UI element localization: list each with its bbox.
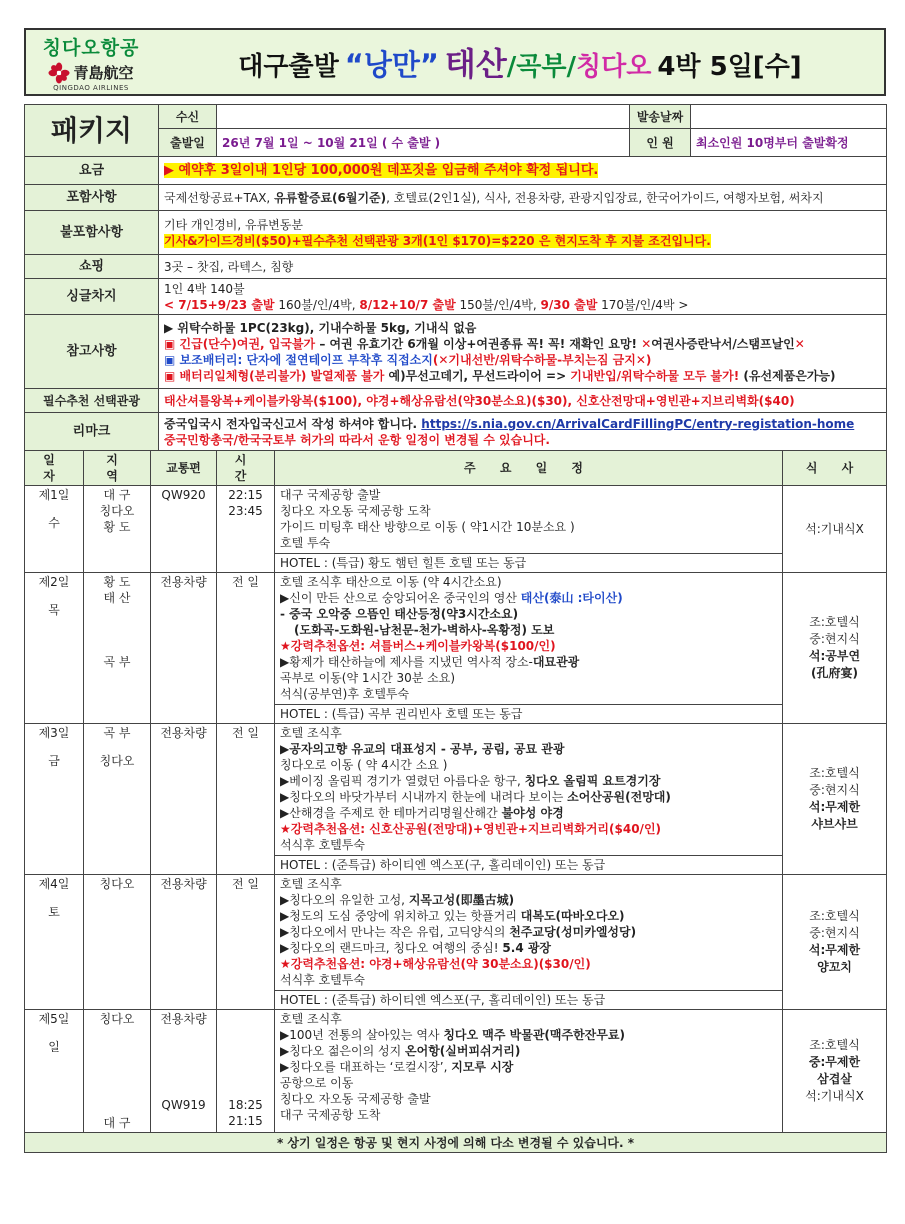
day-cell <box>25 573 84 724</box>
itinerary-line: 석식후 호텔투숙 <box>280 838 365 852</box>
highlight-place: 온어항(실버피쉬거리) <box>405 1044 521 1058</box>
day-row-1 <box>25 486 887 573</box>
single-charge-price: 150불/인/4박, <box>455 297 541 312</box>
header-itinerary: 주 요 일 정 <box>275 451 783 486</box>
included-label: 포함사항 <box>25 185 159 211</box>
recommended-option: ★강력추천옵션: 신호산공원(전망대)+영빈관+지브리벽화거리($40/인) <box>280 822 662 836</box>
package-title: 패키지 <box>25 105 159 157</box>
single-charge-date: 9/30 출발 <box>540 297 598 312</box>
meal-lunch-detail: 삼겹살 <box>817 1072 852 1086</box>
itinerary-line: ▶공자의고향 유교의 대표성지 - 공부, 공림, 공묘 관광 <box>280 742 565 756</box>
airline-logo <box>26 30 156 94</box>
area-name: 칭다오 <box>99 504 135 518</box>
time-value: 22:15 <box>228 488 263 502</box>
cross-mark-icon: ✕ <box>635 352 646 367</box>
day-cell <box>25 1010 84 1133</box>
meal-cell <box>783 724 887 875</box>
hotel-line: HOTEL : (준특급) 하이티엔 엑스포(구, 홀리데이인) 또는 동급 <box>275 990 782 1008</box>
single-charge-price: 170불/인/4박 > <box>597 297 689 312</box>
notes-passport-stamp: 여권사증란낙서/스탬프날인 <box>651 336 795 351</box>
meal-cell: 석:기내식X <box>783 486 887 573</box>
logo-english-name: QINGDAO AIRLINES <box>53 83 129 92</box>
remark-value <box>159 413 887 451</box>
notes-heating-example: 예)무선고데기, 무선드라이어 => <box>384 368 571 383</box>
area-name: 칭다오 <box>99 1012 135 1026</box>
itinerary-line: 칭다오 자오동 국제공항 도착 <box>280 504 431 518</box>
itinerary-cell <box>275 573 783 724</box>
header-meal: 식 사 <box>783 451 887 486</box>
itinerary-line: (도화곡-도화원-남천문-천가-벽하사-옥황정) 도보 <box>294 623 555 637</box>
notes-heating-forbid: 기내반입/위탁수하물 모두 불가! <box>570 368 740 383</box>
excluded-value <box>159 211 887 255</box>
recommended-option: ★강력추천옵션: 셔틀버스+케이블카왕복($100/인) <box>280 639 556 653</box>
people-label: 인 원 <box>630 129 691 157</box>
itinerary-line: 호텔 조식후 <box>280 877 342 891</box>
area-name: 황 도 <box>103 575 131 589</box>
transport-cell: QW920 <box>151 486 217 573</box>
itinerary-line: 대구 국제공항 출발 <box>280 488 381 502</box>
title-slash: / <box>566 52 576 82</box>
meal-dinner-detail: (孔府宴) <box>811 666 858 680</box>
to-label: 수신 <box>159 105 217 129</box>
meal-dinner-detail: 샤브샤브 <box>811 817 858 831</box>
notes-heating-device: ▣ 배터리일체형(분리불가) 발열제품 불가 <box>164 368 385 383</box>
transport-cell <box>151 1010 217 1133</box>
shopping-value: 3곳 – 찻집, 라텍스, 침향 <box>159 255 887 279</box>
package-info-table <box>24 104 887 451</box>
header-time: 시 간 <box>217 451 275 486</box>
meal-lunch: 중:현지식 <box>809 632 860 646</box>
transport-value: 전용차량 <box>160 1012 207 1026</box>
excluded-guide-fee: 기사&가이드경비($50)+필수추천 선택관광 3개(1인 $170)=$220 은 현지도착 후 지불 조건입니다. <box>164 233 711 248</box>
day-number: 제3일 <box>38 726 70 740</box>
meal-breakfast: 조:호텔식 <box>809 909 860 923</box>
title-qingdao: 칭다오 <box>575 52 652 82</box>
time-cell: 전 일 <box>217 573 275 724</box>
header-day: 일 자 <box>25 451 84 486</box>
fee-label: 요금 <box>25 157 159 185</box>
meal-lunch: 중:현지식 <box>809 926 860 940</box>
single-charge-line: 1인 4박 140불 <box>164 281 245 296</box>
area-name: 대 구 <box>103 488 131 502</box>
remark-text: 중국입국시 전자입국신고서 작성 하셔야 합니다. <box>164 416 422 431</box>
title-gokbu: 곡부 <box>516 52 567 82</box>
itinerary-line: 호텔 조식후 <box>280 1012 342 1026</box>
cross-mark-icon: ✕ <box>438 352 449 367</box>
title-quote: “낭만” <box>344 48 439 82</box>
shopping-label: 쇼핑 <box>25 255 159 279</box>
area-cell <box>84 486 151 573</box>
hotel-line: HOTEL : (특급) 곡부 권리빈사 호텔 또는 동급 <box>275 704 782 722</box>
itinerary-cell <box>275 875 783 1010</box>
depart-label: 출발일 <box>159 129 217 157</box>
day-weekday: 금 <box>48 754 60 768</box>
highlight-place: 불야성 야경 <box>501 806 564 820</box>
itinerary-line: ▶칭다오의 바닷가부터 시내까지 한눈에 내려다 보이는 <box>280 790 568 804</box>
meal-lunch: 중:무제한 <box>808 1055 861 1069</box>
notes-passport-warning: ▣ 긴급(단수)여권, 입국불가 <box>164 336 316 351</box>
area-name: 칭다오 <box>99 754 135 768</box>
excluded-line: 기타 개인경비, 유류변동분 <box>164 217 303 232</box>
area-name: 황 도 <box>103 520 131 534</box>
itinerary-line: 호텔 투숙 <box>280 536 331 550</box>
title-suffix: 4박 5일[수] <box>657 52 802 82</box>
qingdao-airlines-flower-icon <box>48 62 70 84</box>
send-date-label: 발송날짜 <box>630 105 691 129</box>
meal-cell <box>783 1010 887 1133</box>
area-cell: 칭다오 <box>84 875 151 1010</box>
day-row-4 <box>25 875 887 1010</box>
meal-cell <box>783 573 887 724</box>
time-value: 21:15 <box>228 1114 263 1128</box>
included-text: 국제선항공료+TAX, <box>164 190 275 205</box>
meal-dinner: 석:무제한 <box>808 800 861 814</box>
cross-mark-icon: ✕ <box>794 336 805 351</box>
fee-text: ▶ 예약후 3일이내 1인당 100,000원 데포짓을 입금해 주셔야 확정 됩니다. <box>164 163 599 178</box>
meal-breakfast: 조:호텔식 <box>809 1038 860 1052</box>
notes-paren: ) <box>645 352 652 367</box>
area-cell <box>84 573 151 724</box>
itinerary-line: 석식후 호텔투숙 <box>280 973 365 987</box>
title-taesan: 태산 <box>444 45 507 83</box>
meal-cell <box>783 875 887 1010</box>
notes-battery: ▣ 보조배터리: 단자에 절연테이프 부착후 직접소지 <box>164 352 433 367</box>
notes-label: 참고사항 <box>25 315 159 389</box>
day-number: 제1일 <box>38 488 70 502</box>
notes-paren: ( <box>432 352 439 367</box>
header-transport: 교통편 <box>151 451 217 486</box>
highlight-place: 지목고성(即墨古城) <box>408 893 515 907</box>
itinerary-line: ▶베이징 올림픽 경기가 열렸던 아름다운 항구, <box>280 774 525 788</box>
highlight-place: 태산(泰山 :타이산) <box>520 591 623 605</box>
itinerary-line: ▶칭다오를 대표하는 ‘로컬시장’, <box>280 1060 452 1074</box>
itinerary-line: ▶100년 전통의 살아있는 역사 <box>280 1028 444 1042</box>
time-cell <box>217 1010 275 1133</box>
day-cell <box>25 875 84 1010</box>
to-value <box>217 105 630 129</box>
optional-tour-label: 필수추천 선택관광 <box>25 389 159 413</box>
cross-mark-icon: ✕ <box>641 336 652 351</box>
notes-baggage: ▶ 위탁수하물 1PC(23kg), 기내수하물 5kg, 기내식 없음 <box>164 320 477 335</box>
title-slash: / <box>506 52 517 82</box>
itinerary-line: ▶칭다오의 유일한 고성, <box>280 893 409 907</box>
meal-dinner: 석:기내식X <box>805 1089 864 1103</box>
meal-breakfast: 조:호텔식 <box>809 766 860 780</box>
included-text: , 호텔료(2인1실), 식사, 전용차량, 관광지입장료, 한국어가이드, 여행자보험, 써차지 <box>386 190 824 205</box>
included-fuel-surcharge: 유류할증료(6월기준) <box>274 190 387 205</box>
itinerary-cell <box>275 1010 783 1133</box>
area-name: 곡 부 <box>103 726 131 740</box>
day-cell <box>25 486 84 573</box>
highlight-place: 천주교당(성미카엘성당) <box>509 925 637 939</box>
highlight-place: 대묘관광 <box>532 655 580 669</box>
people-value: 최소인원 10명부터 출발확정 <box>691 129 887 157</box>
single-charge-date: 8/12+10/7 출발 <box>359 297 456 312</box>
meal-dinner: 석:무제한 <box>808 943 861 957</box>
highlight-place: 지모루 시장 <box>451 1060 514 1074</box>
excluded-label: 불포함사항 <box>25 211 159 255</box>
time-cell <box>217 486 275 573</box>
itinerary-line: - 중국 오악중 으뜸인 태산등정(약3시간소요) <box>280 607 519 621</box>
meal-dinner-detail: 양꼬치 <box>817 960 852 974</box>
area-cell <box>84 1010 151 1133</box>
day-row-3 <box>25 724 887 875</box>
itinerary-line: 곡부로 이동(약 1시간 30분 소요) <box>280 671 456 685</box>
day-weekday: 수 <box>48 516 60 530</box>
single-charge-date: < 7/15+9/23 출발 <box>164 297 275 312</box>
hotel-line: HOTEL : (특급) 황도 햄턴 힐튼 호텔 또는 동급 <box>275 553 782 571</box>
meal-breakfast: 조:호텔식 <box>809 615 860 629</box>
itinerary-cell <box>275 486 783 573</box>
logo-korean-name: 칭다오항공 <box>42 36 140 59</box>
itinerary-line: 호텔 조식후 <box>280 726 342 740</box>
transport-value: QW919 <box>161 1098 206 1112</box>
itinerary-line: ▶칭다오의 랜드마크, 칭다오 여행의 중심! <box>280 941 503 955</box>
time-cell: 전 일 <box>217 875 275 1010</box>
day-row-2 <box>25 573 887 724</box>
time-value: 18:25 <box>228 1098 263 1112</box>
arrival-card-link[interactable]: https://s.nia.gov.cn/ArrivalCardFillingPC/entry-registation-home <box>421 416 855 431</box>
area-name: 대 구 <box>103 1116 131 1130</box>
included-value <box>159 185 887 211</box>
schedule-footnote: * 상기 일정은 항공 및 현지 사정에 의해 다소 변경될 수 있습니다. * <box>25 1133 887 1153</box>
area-cell <box>84 724 151 875</box>
highlight-place: 소어산공원(전망대) <box>567 790 671 804</box>
remark-label: 리마크 <box>25 413 159 451</box>
itinerary-line: ▶청도의 도심 중앙에 위치하고 있는 핫플거리 <box>280 909 521 923</box>
day-number: 제2일 <box>38 575 70 589</box>
notes-heating-allowed: (유선제품은가능) <box>739 368 836 383</box>
day-row-5 <box>25 1010 887 1133</box>
itinerary-line: ▶칭다오 젊은이의 성지 <box>280 1044 406 1058</box>
time-cell: 전 일 <box>217 724 275 875</box>
single-charge-label: 싱글차지 <box>25 279 159 315</box>
itinerary-line: 대구 국제공항 도착 <box>280 1108 381 1122</box>
schedule-table <box>24 450 887 1153</box>
notes-value <box>159 315 887 389</box>
itinerary-line: 공항으로 이동 <box>280 1076 354 1090</box>
itinerary-line: ▶칭다오에서 만나는 작은 유럽, 고딕양식의 <box>280 925 510 939</box>
area-name: 태 산 <box>103 591 131 605</box>
logo-chinese-name: 青島航空 <box>73 64 134 82</box>
itinerary-line: 석식(공부연)후 호텔투숙 <box>280 687 410 701</box>
meal-lunch: 중:현지식 <box>809 783 860 797</box>
day-number: 제5일 <box>38 1012 70 1026</box>
page <box>24 28 886 1153</box>
itinerary-cell <box>275 724 783 875</box>
itinerary-line: 가이드 미팅후 태산 방향으로 이동 ( 약1시간 10분소요 ) <box>280 520 575 534</box>
notes-battery-forbid: 기내선반/위탁수하물-부치는짐 금지 <box>448 352 636 367</box>
itinerary-line: ▶황제가 태산하늘에 제사를 지냈던 역사적 장소- <box>280 655 533 669</box>
optional-tour-value: 태산셔틀왕복+케이블카왕복($100), 야경+해상유람선(약30분소요)($30), 신호산전망대+영빈관+지브리벽화($40) <box>159 389 887 413</box>
header-area: 지 역 <box>84 451 151 486</box>
highlight-place: 칭다오 올림픽 요트경기장 <box>524 774 661 788</box>
recommended-option: ★강력추천옵션: 야경+해상유람선(약 30분소요)($30/인) <box>280 957 591 971</box>
highlight-place: 5.4 광장 <box>502 941 552 955</box>
transport-cell: 전용차량 <box>151 724 217 875</box>
transport-cell: 전용차량 <box>151 573 217 724</box>
single-charge-value <box>159 279 887 315</box>
highlight-place: 칭다오 맥주 박물관(맥주한잔무료) <box>443 1028 625 1042</box>
meal-dinner: 석:공부연 <box>808 649 861 663</box>
day-number: 제4일 <box>38 877 70 891</box>
single-charge-dates <box>164 297 881 313</box>
itinerary-line: ▶산해경을 주제로 한 테마거리명월산해간 <box>280 806 502 820</box>
area-name: 곡 부 <box>103 655 131 669</box>
time-value: 23:45 <box>228 504 263 518</box>
day-weekday: 일 <box>48 1040 60 1054</box>
header-banner <box>24 28 886 96</box>
remark-warning: 중국민항총국/한국국토부 허가의 따라서 운항 일정이 변경될 수 있습니다. <box>164 432 550 447</box>
fee-value <box>159 157 887 185</box>
depart-value: 26년 7월 1일 ~ 10월 21일 ( 수 출발 ) <box>217 129 630 157</box>
highlight-place: 대복도(따바오다오) <box>520 909 625 923</box>
day-weekday: 토 <box>48 905 60 919</box>
single-charge-price: 160불/인/4박, <box>274 297 360 312</box>
itinerary-line: 칭다오로 이동 ( 약 4시간 소요 ) <box>280 758 448 772</box>
tour-title <box>156 39 884 85</box>
itinerary-line: 칭다오 자오동 국제공항 출발 <box>280 1092 431 1106</box>
itinerary-line: 호텔 조식후 태산으로 이동 (약 4시간소요) <box>280 575 502 589</box>
day-weekday: 목 <box>48 603 60 617</box>
day-cell <box>25 724 84 875</box>
itinerary-line: ▶신이 만든 산으로 숭앙되어온 중국인의 영산 <box>280 591 521 605</box>
title-prefix: 대구출발 <box>238 52 339 82</box>
transport-cell: 전용차량 <box>151 875 217 1010</box>
send-date-value <box>691 105 887 129</box>
hotel-line: HOTEL : (준특급) 하이티엔 엑스포(구, 홀리데이인) 또는 동급 <box>275 855 782 873</box>
notes-passport-text: – 여권 유효기간 6개월 이상+여권종류 꼭! 꼭! 재확인 요망! <box>315 336 642 351</box>
